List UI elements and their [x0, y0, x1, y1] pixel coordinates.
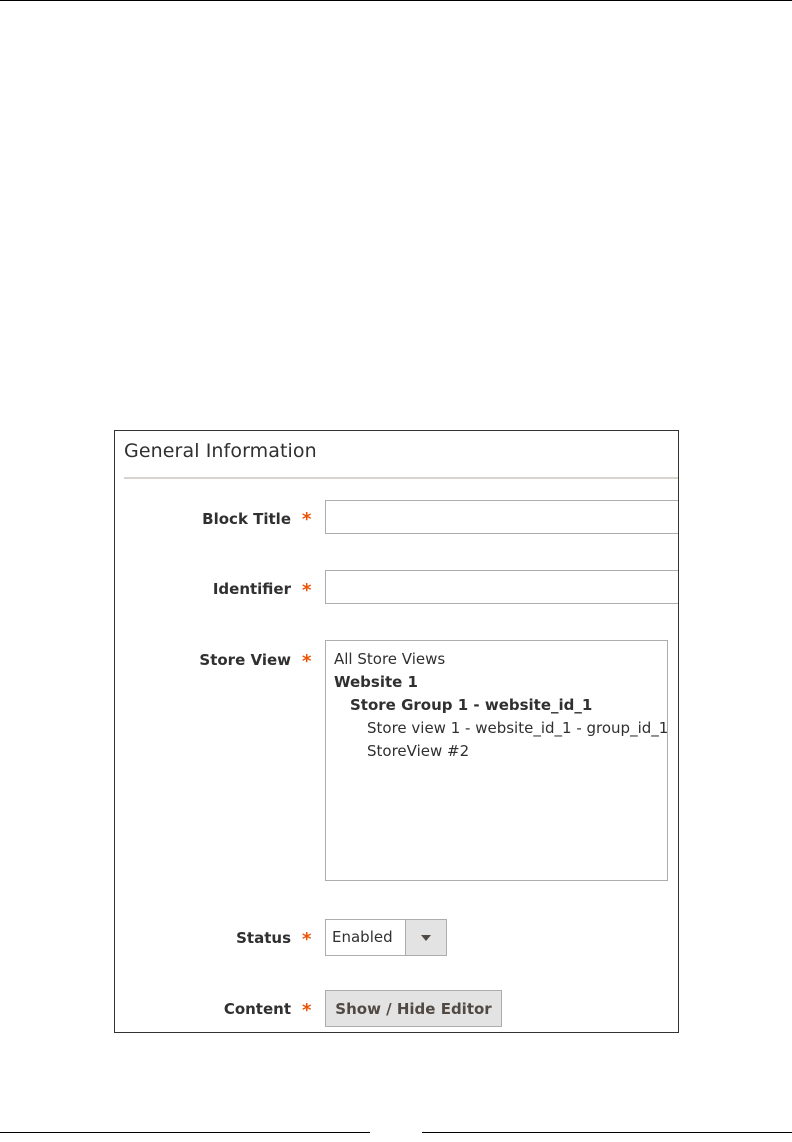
store-view-website-group: Website 1 [334, 673, 418, 691]
required-marker: * [302, 509, 312, 530]
status-select[interactable] [325, 919, 447, 956]
identifier-label: Identifier [212, 580, 291, 598]
status-label: Status [236, 929, 291, 947]
footer-divider-right [422, 1132, 792, 1133]
content-label: Content [223, 1000, 291, 1018]
chevron-down-icon [421, 935, 431, 941]
top-divider [0, 0, 792, 1]
store-view-option[interactable]: Store view 1 - website_id_1 - group_id_1 [367, 719, 669, 737]
store-view-option[interactable]: All Store Views [334, 650, 446, 668]
store-view-label: Store View [199, 651, 291, 669]
block-title-input[interactable] [325, 500, 679, 534]
store-view-multiselect[interactable] [325, 640, 668, 881]
required-marker: * [302, 1000, 312, 1021]
store-view-store-group: Store Group 1 - website_id_1 [350, 696, 593, 714]
show-hide-editor-button[interactable]: Show / Hide Editor [325, 990, 502, 1027]
required-marker: * [302, 580, 312, 601]
identifier-input[interactable] [325, 570, 679, 604]
required-marker: * [302, 651, 312, 672]
store-view-option[interactable]: StoreView #2 [367, 742, 470, 760]
required-marker: * [302, 929, 312, 950]
section-title: General Information [124, 440, 317, 462]
select-arrow-button[interactable] [405, 920, 446, 955]
footer-divider-left [0, 1132, 370, 1133]
status-selected-value: Enabled [332, 928, 393, 946]
block-title-label: Block Title [202, 510, 291, 528]
general-information-panel [114, 430, 679, 1033]
section-divider [124, 477, 679, 479]
